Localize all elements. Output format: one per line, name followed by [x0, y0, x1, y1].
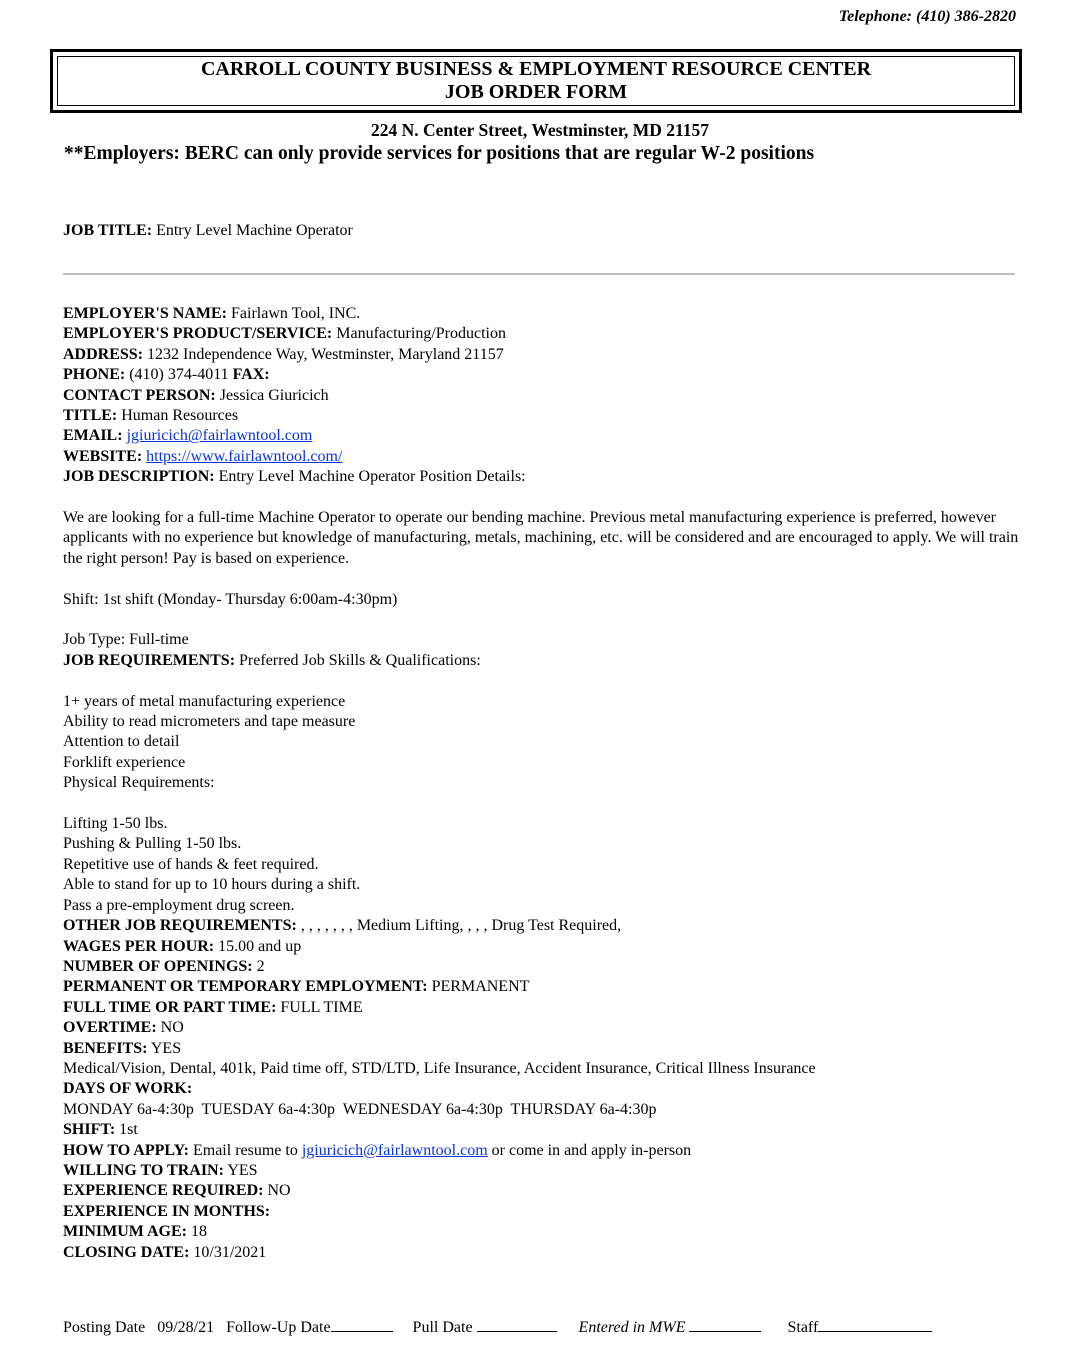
benefits-value: YES: [150, 1039, 182, 1057]
field-label: EXPERIENCE IN MONTHS:: [63, 1202, 271, 1220]
form-title-line1: CARROLL COUNTY BUSINESS & EMPLOYMENT RESOURCE CENTER: [200, 58, 872, 80]
spacer: [63, 794, 1023, 814]
email-row: [63, 426, 1023, 446]
employer-product: Manufacturing/Production: [336, 325, 506, 343]
train-value: YES: [227, 1161, 258, 1179]
how-to-apply-row: [63, 1141, 1023, 1161]
openings-value: 2: [256, 957, 265, 975]
list-item: Pushing & Pulling 1-50 lbs.: [63, 835, 242, 853]
job-requirements-value: Preferred Job Skills & Qualifications:: [239, 651, 481, 669]
title-inner: [57, 56, 1015, 106]
field-label: WILLING TO TRAIN:: [63, 1161, 224, 1179]
list-item: Ability to read micrometers and tape measure: [63, 713, 356, 731]
permanent-value: PERMANENT: [431, 978, 530, 996]
list-item: Physical Requirements:: [63, 774, 215, 792]
job-type-text: Job Type: Full-time: [63, 631, 189, 649]
field-label: DAYS OF WORK:: [63, 1080, 193, 1098]
field-label: MINIMUM AGE:: [63, 1223, 187, 1241]
field-label: ADDRESS:: [63, 345, 144, 363]
employer-address-row: [63, 345, 1023, 365]
employer-name-row: [63, 304, 1023, 324]
field-label: TITLE:: [63, 407, 118, 425]
website-row: [63, 447, 1023, 467]
apply-prefix: Email resume to: [192, 1141, 298, 1159]
benefits-row: [63, 1039, 1023, 1059]
field-label: FULL TIME OR PART TIME:: [63, 998, 277, 1016]
experience-required-row: [63, 1181, 1023, 1201]
employer-phone: (410) 374-4011: [129, 366, 229, 384]
other-requirements-row: [63, 916, 1023, 936]
willing-to-train-row: [63, 1161, 1023, 1181]
list-item: Forklift experience: [63, 753, 186, 771]
closing-date-row: [63, 1243, 1023, 1263]
title-row: [63, 406, 1023, 426]
staff-blank: [818, 1317, 932, 1332]
posting-date-label: Posting Date: [63, 1319, 146, 1336]
openings-row: [63, 957, 1023, 977]
permanent-row: [63, 977, 1023, 997]
wages-value: 15.00 and up: [218, 937, 302, 955]
list-item: Able to stand for up to 10 hours during a shift.: [63, 876, 361, 894]
fulltime-row: [63, 998, 1023, 1018]
list-item: Pass a pre-employment drug screen.: [63, 896, 295, 914]
minimum-age-row: [63, 1222, 1023, 1242]
overtime-row: [63, 1018, 1023, 1038]
apply-email-link[interactable]: jgiuricich@fairlawntool.com: [301, 1141, 488, 1159]
field-label: EXPERIENCE REQUIRED:: [63, 1182, 264, 1200]
other-requirements: , , , , , , , Medium Lifting, , , , Drug Test Required,: [300, 917, 622, 935]
job-details: [63, 304, 1023, 1263]
job-title-value: Entry Level Machine Operator: [156, 222, 353, 239]
experience-required-value: NO: [267, 1182, 291, 1200]
experience-months-row: [63, 1202, 1023, 1222]
list-item: Attention to detail: [63, 733, 180, 751]
field-label: SHIFT:: [63, 1121, 116, 1139]
title-box: [50, 49, 1022, 113]
apply-suffix: or come in and apply in-person: [491, 1141, 692, 1159]
job-description-row: [63, 467, 1023, 487]
field-label: CONTACT PERSON:: [63, 386, 216, 404]
pull-date-blank: [477, 1317, 557, 1332]
employer-product-row: [63, 324, 1023, 344]
shift-row: [63, 1120, 1023, 1140]
field-label: HOW TO APPLY:: [63, 1141, 189, 1159]
field-label: BENEFITS:: [63, 1039, 148, 1057]
field-label: WEBSITE:: [63, 447, 143, 465]
minimum-age-value: 18: [190, 1223, 207, 1241]
days-of-work: MONDAY 6a-4:30p TUESDAY 6a-4:30p WEDNESDAY 6a-4:30p THURSDAY 6a-4:30p: [63, 1100, 657, 1118]
job-title-row: [63, 222, 353, 240]
entered-label: Entered in MWE: [578, 1319, 686, 1336]
spacer: [63, 488, 1023, 508]
job-title-label: JOB TITLE:: [63, 222, 153, 239]
followup-date-label: Follow-Up Date: [226, 1319, 331, 1336]
closing-date-value: 10/31/2021: [193, 1243, 267, 1261]
job-requirements-row: [63, 651, 1023, 671]
field-label: OTHER JOB REQUIREMENTS:: [63, 917, 297, 935]
contact-person: Jessica Giuricich: [219, 386, 329, 404]
contact-title: Human Resources: [121, 407, 239, 425]
posting-date-value: 09/28/21: [157, 1319, 215, 1336]
footer-tracking: [63, 1317, 932, 1337]
field-label: EMPLOYER'S PRODUCT/SERVICE:: [63, 325, 333, 343]
center-address: 224 N. Center Street, Westminster, MD 21157: [370, 120, 710, 140]
contact-row: [63, 386, 1023, 406]
benefits-list: Medical/Vision, Dental, 401k, Paid time off, STD/LTD, Life Insurance, Accident Insurance, Critical Illness Insurance: [63, 1059, 816, 1077]
days-label-row: [63, 1079, 1023, 1099]
spacer: [63, 671, 1023, 691]
employer-notice: **Employers: BERC can only provide services for positions that are regular W-2 positions: [64, 143, 815, 164]
shift-value: 1st: [119, 1121, 138, 1139]
followup-date-blank: [331, 1317, 393, 1332]
entered-blank: [689, 1317, 761, 1332]
field-label: JOB DESCRIPTION:: [63, 468, 215, 486]
form-title-line2: JOB ORDER FORM: [444, 81, 628, 103]
employer-name: Fairlawn Tool, INC.: [231, 305, 361, 322]
field-label: NUMBER OF OPENINGS:: [63, 957, 253, 975]
phone-row: [63, 365, 1023, 385]
spacer: [63, 610, 1023, 630]
pull-date-label: Pull Date: [412, 1319, 473, 1336]
list-item: Repetitive use of hands & feet required.: [63, 855, 319, 873]
overtime-value: NO: [160, 1019, 184, 1037]
spacer: [63, 569, 1023, 589]
staff-label: Staff: [787, 1319, 819, 1336]
list-item: Lifting 1-50 lbs.: [63, 815, 168, 833]
field-label: CLOSING DATE:: [63, 1243, 190, 1261]
telephone-number: Telephone: (410) 386-2820: [838, 8, 1016, 25]
job-description-value: Entry Level Machine Operator Position Details:: [218, 468, 526, 486]
field-label: OVERTIME:: [63, 1019, 157, 1037]
field-label: EMPLOYER'S NAME:: [63, 305, 227, 322]
website-link[interactable]: https://www.fairlawntool.com/: [146, 447, 343, 465]
email-link[interactable]: jgiuricich@fairlawntool.com: [126, 427, 313, 445]
field-label: PERMANENT OR TEMPORARY EMPLOYMENT:: [63, 978, 428, 996]
employer-address: 1232 Independence Way, Westminster, Maryland 21157: [147, 345, 504, 363]
field-label: PHONE:: [63, 366, 126, 384]
divider: [63, 273, 1015, 275]
description-paragraph: We are looking for a full-time Machine Operator to operate our bending machine. Previous metal manufacturing experience is preferred, however applicants with no experience but knowledge of manufacturing, metals, machining, etc. will be considered and are encouraged to apply. We will train the right person! Pay is based on experience.: [63, 509, 1019, 567]
list-item: 1+ years of metal manufacturing experience: [63, 692, 346, 710]
field-label: JOB REQUIREMENTS:: [63, 651, 236, 669]
fax-label: FAX:: [232, 366, 270, 384]
shift-text: Shift: 1st shift (Monday- Thursday 6:00am-4:30pm): [63, 590, 398, 608]
field-label: WAGES PER HOUR:: [63, 937, 215, 955]
field-label: EMAIL:: [63, 427, 123, 445]
fulltime-value: FULL TIME: [280, 998, 363, 1016]
wages-row: [63, 937, 1023, 957]
